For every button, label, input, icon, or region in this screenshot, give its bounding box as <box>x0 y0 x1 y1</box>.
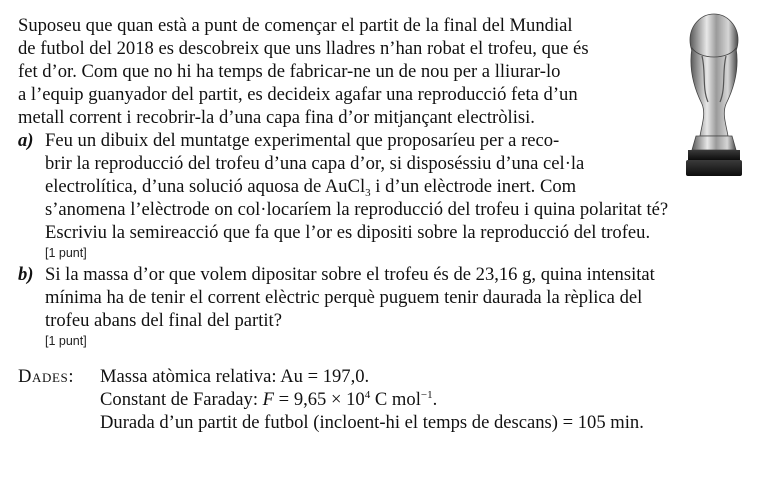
intro-line: de futbol del 2018 es descobreix que uns lladres n’han robat el trofeu, que és <box>18 38 589 59</box>
question-a-text: i d’un elèctrode inert. Com <box>370 176 577 197</box>
data-mass: Massa atòmica relativa: Au = 197,0. <box>100 366 370 387</box>
intro-paragraph <box>18 14 658 129</box>
data-section <box>18 365 768 434</box>
data-faraday-unit: C mol <box>370 389 421 410</box>
question-a-line: s’anomena l’elèctrode on col·locaríem la reproducció del trofeu i quina polaritat té? <box>45 199 669 220</box>
subscript: 3 <box>365 187 371 199</box>
trophy-image <box>672 12 756 182</box>
data-label: Dades: <box>18 366 75 387</box>
exam-question <box>18 14 768 434</box>
question-a-line: Escriviu la semireacció que fa que l’or es dipositi sobre la reproducció del trofeu. <box>45 222 651 243</box>
data-faraday-var: F <box>262 389 275 410</box>
question-a <box>18 129 768 244</box>
data-duration: Durada d’un partit de futbol (incloent-hi el temps de descans) = 105 min. <box>100 412 644 433</box>
question-b <box>18 263 768 332</box>
question-a-text: electrolítica, d’una solució aquosa de AuCl <box>45 176 366 197</box>
intro-line: fet d’or. Com que no hi ha temps de fabricar-ne un de nou per a lliurar-lo <box>18 61 561 82</box>
question-a-line <box>45 175 659 198</box>
question-b-line: Si la massa d’or que volem dipositar sobre el trofeu és de 23,16 g, quina intensitat <box>45 264 655 285</box>
question-a-line: Feu un dibuix del muntatge experimental que proposaríeu per a reco- <box>45 130 560 151</box>
question-a-line: brir la reproducció del trofeu d’una capa d’or, si disposéssiu d’una cel·la <box>45 153 585 174</box>
question-b-label: b) <box>18 264 34 285</box>
question-a-label: a) <box>18 130 34 151</box>
question-b-line: trofeu abans del final del partit? <box>45 310 282 331</box>
data-faraday-end: . <box>432 389 438 410</box>
intro-line: metall corrent i recobrir-la d’una capa fina d’or mitjançant electròlisi. <box>18 107 535 128</box>
intro-line: Suposeu que quan està a punt de començar el partit de la final del Mundial <box>18 15 573 36</box>
data-faraday <box>100 388 768 411</box>
data-faraday-value: = 9,65 × 10 <box>274 389 365 410</box>
intro-line: a l’equip guanyador del partit, es decideix agafar una reproducció feta d’un <box>18 84 578 105</box>
data-faraday-text: Constant de Faraday: <box>100 389 263 410</box>
points-a: [1 punt] <box>45 246 87 260</box>
superscript: 4 <box>364 389 371 401</box>
points-b: [1 punt] <box>45 334 87 348</box>
question-b-line: mínima ha de tenir el corrent elèctric perquè puguem tenir daurada la rèplica del <box>45 287 643 308</box>
superscript: −1 <box>420 389 433 401</box>
